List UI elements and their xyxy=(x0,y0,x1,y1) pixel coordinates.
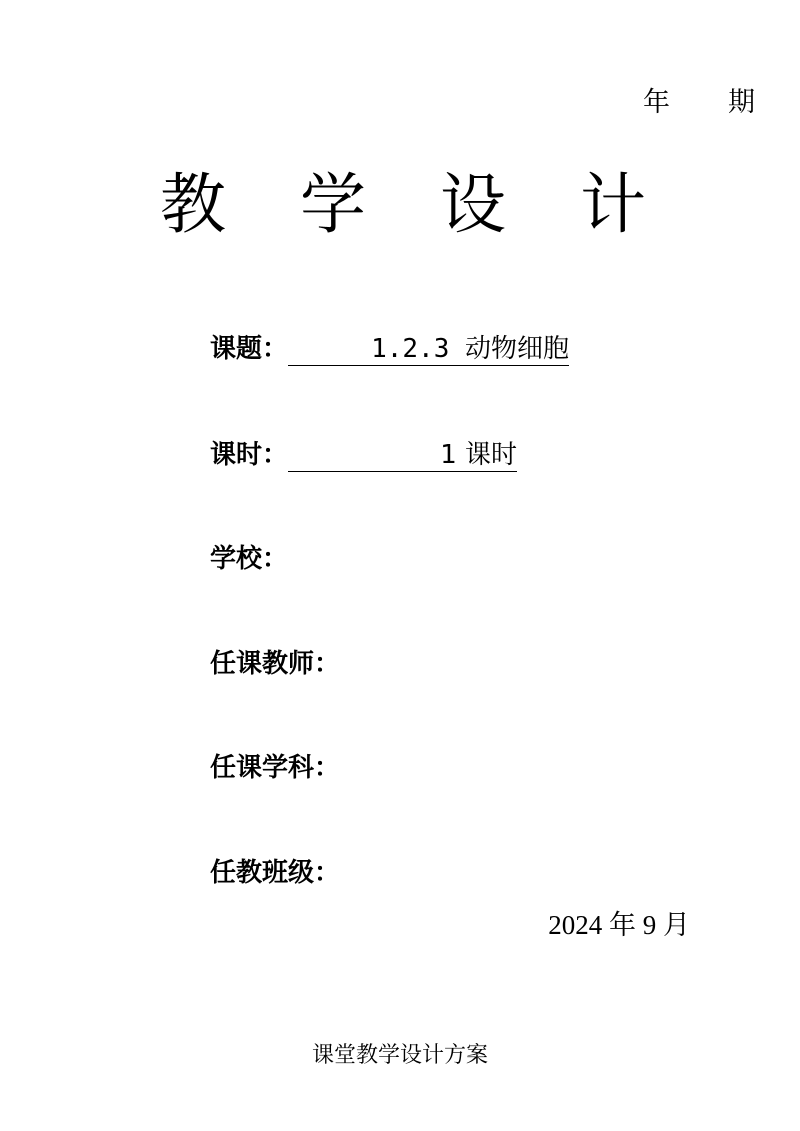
subject-label: 任课学科： xyxy=(210,753,341,783)
school-label: 学校： xyxy=(210,544,289,574)
title-char-3: 设 xyxy=(440,166,506,243)
period-field xyxy=(210,434,517,472)
period-label: 课时： xyxy=(210,440,289,470)
teacher-field xyxy=(210,643,340,680)
term-header-year: 年 xyxy=(643,87,670,118)
title-char-2: 学 xyxy=(300,166,366,243)
title-char-4: 计 xyxy=(580,166,646,243)
class-label: 任教班级： xyxy=(210,858,341,888)
period-value: 1 课时 xyxy=(288,442,517,472)
teacher-label: 任课教师： xyxy=(210,649,341,679)
term-header xyxy=(643,80,755,119)
school-field xyxy=(210,538,288,575)
title-char-1: 教 xyxy=(160,166,226,243)
document-title xyxy=(0,166,800,243)
class-field xyxy=(210,852,340,889)
document-date: 2024 年 9 月 xyxy=(548,910,690,940)
topic-label: 课题： xyxy=(210,334,289,364)
page-footer: 课堂教学设计方案 xyxy=(311,1043,488,1068)
term-header-period: 期 xyxy=(728,87,755,118)
topic-value: 1.2.3 动物细胞 xyxy=(288,336,569,366)
topic-field xyxy=(210,328,569,366)
subject-field xyxy=(210,747,340,784)
